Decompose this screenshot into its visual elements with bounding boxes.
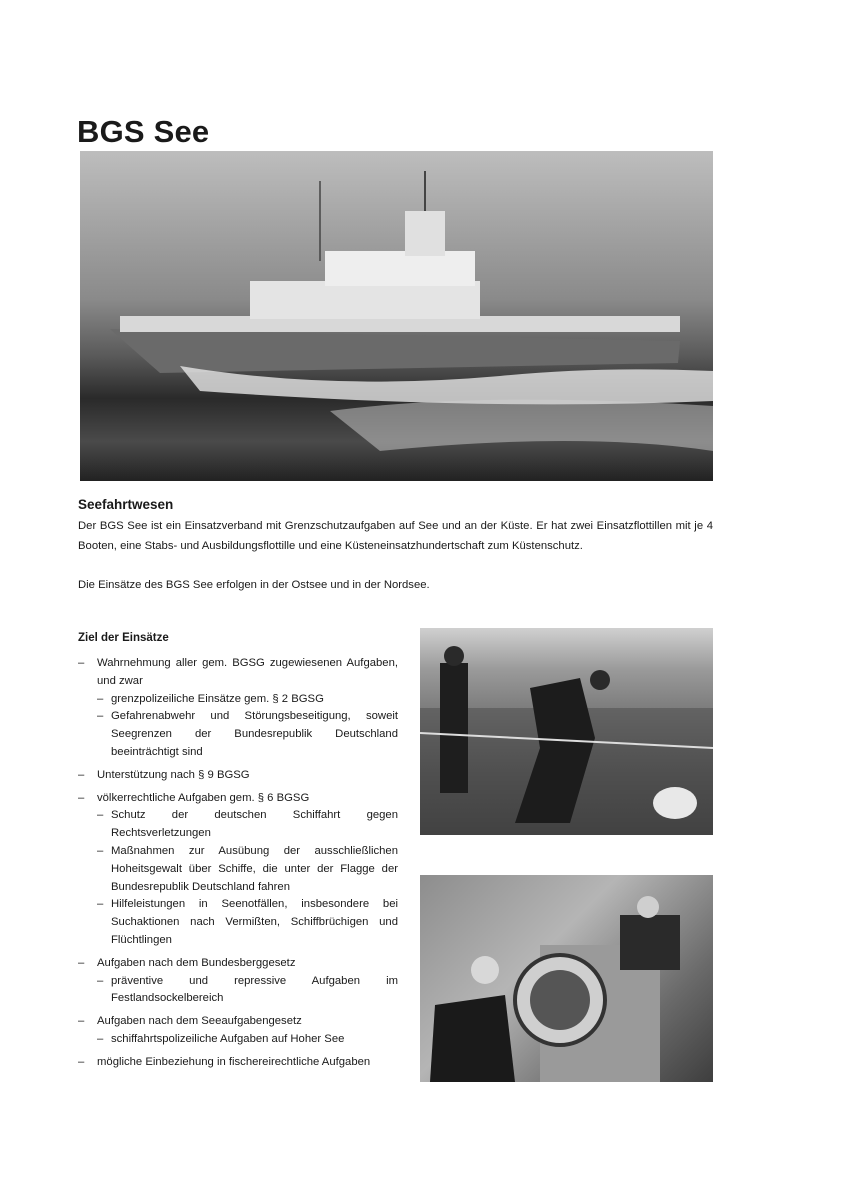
list-item (78, 655, 398, 762)
patrol-boat-photo (80, 151, 713, 481)
operations-area-paragraph: Die Einsätze des BGS See erfolgen in der Ostsee und in der Nordsee. (78, 579, 430, 591)
list-item-text: Unterstützung nach § 9 BGSG (97, 768, 250, 781)
list-item (78, 955, 398, 1008)
section-heading-seefahrtwesen: Seefahrtwesen (78, 497, 174, 512)
list-item (78, 767, 398, 785)
sub-list-item: – Schutz der deutschen Schiffahrt gegen Rechtsverletzungen (97, 807, 398, 843)
list-item-text: Aufgaben nach dem Bundesberggesetz (97, 956, 296, 969)
list-item (78, 790, 398, 950)
sub-list-item: – präventive und repressive Aufgaben im Festlandsockelbereich (97, 973, 398, 1009)
list-item (78, 1013, 398, 1049)
list-item-text: Wahrnehmung aller gem. BGSG zugewiesenen Aufgaben, und zwar (97, 657, 398, 687)
section-heading-ziel: Ziel der Einsätze (78, 632, 169, 644)
crew-on-deck-photo (420, 628, 713, 835)
list-item-text: völkerrechtliche Aufgaben gem. § 6 BGSG (97, 791, 310, 804)
list-item-text: Aufgaben nach dem Seeaufgabengesetz (97, 1015, 302, 1028)
page-title: BGS See (77, 114, 210, 149)
searchlight-officers-photo (420, 875, 713, 1082)
list-item (78, 1054, 398, 1072)
sub-list-item: – Hilfeleistungen in Seenotfällen, insbesondere bei Suchaktionen nach Vermißten, Schiffbrüchigen und Flüchtlingen (97, 896, 398, 949)
mission-list (78, 655, 398, 1077)
sub-list-item: – grenzpolizeiliche Einsätze gem. § 2 BGSG (97, 691, 398, 709)
sub-list-item: – Gefahrenabwehr und Störungsbeseitigung, soweit Seegrenzen der Bundesrepublik Deutschland beeinträchtigt sind (97, 708, 398, 761)
list-item-text: mögliche Einbeziehung in fischereirechtliche Aufgaben (97, 1055, 371, 1068)
sub-list-item: – schiffahrtspolizeiliche Aufgaben auf Hoher See (97, 1031, 398, 1049)
intro-paragraph: Der BGS See ist ein Einsatzverband mit Grenzschutzaufgaben auf See und an der Küste. Er hat zwei Einsatzflottillen mit je 4 Booten, eine Stabs- und Ausbildungsflottille und eine Küsteneinsatzhundertschaft zum Küstenschutz. (78, 520, 713, 552)
sub-list-item: – Maßnahmen zur Ausübung der ausschließlichen Hoheitsgewalt über Schiffe, die unter der Flagge der Bundesrepublik Deutschland fahren (97, 843, 398, 896)
